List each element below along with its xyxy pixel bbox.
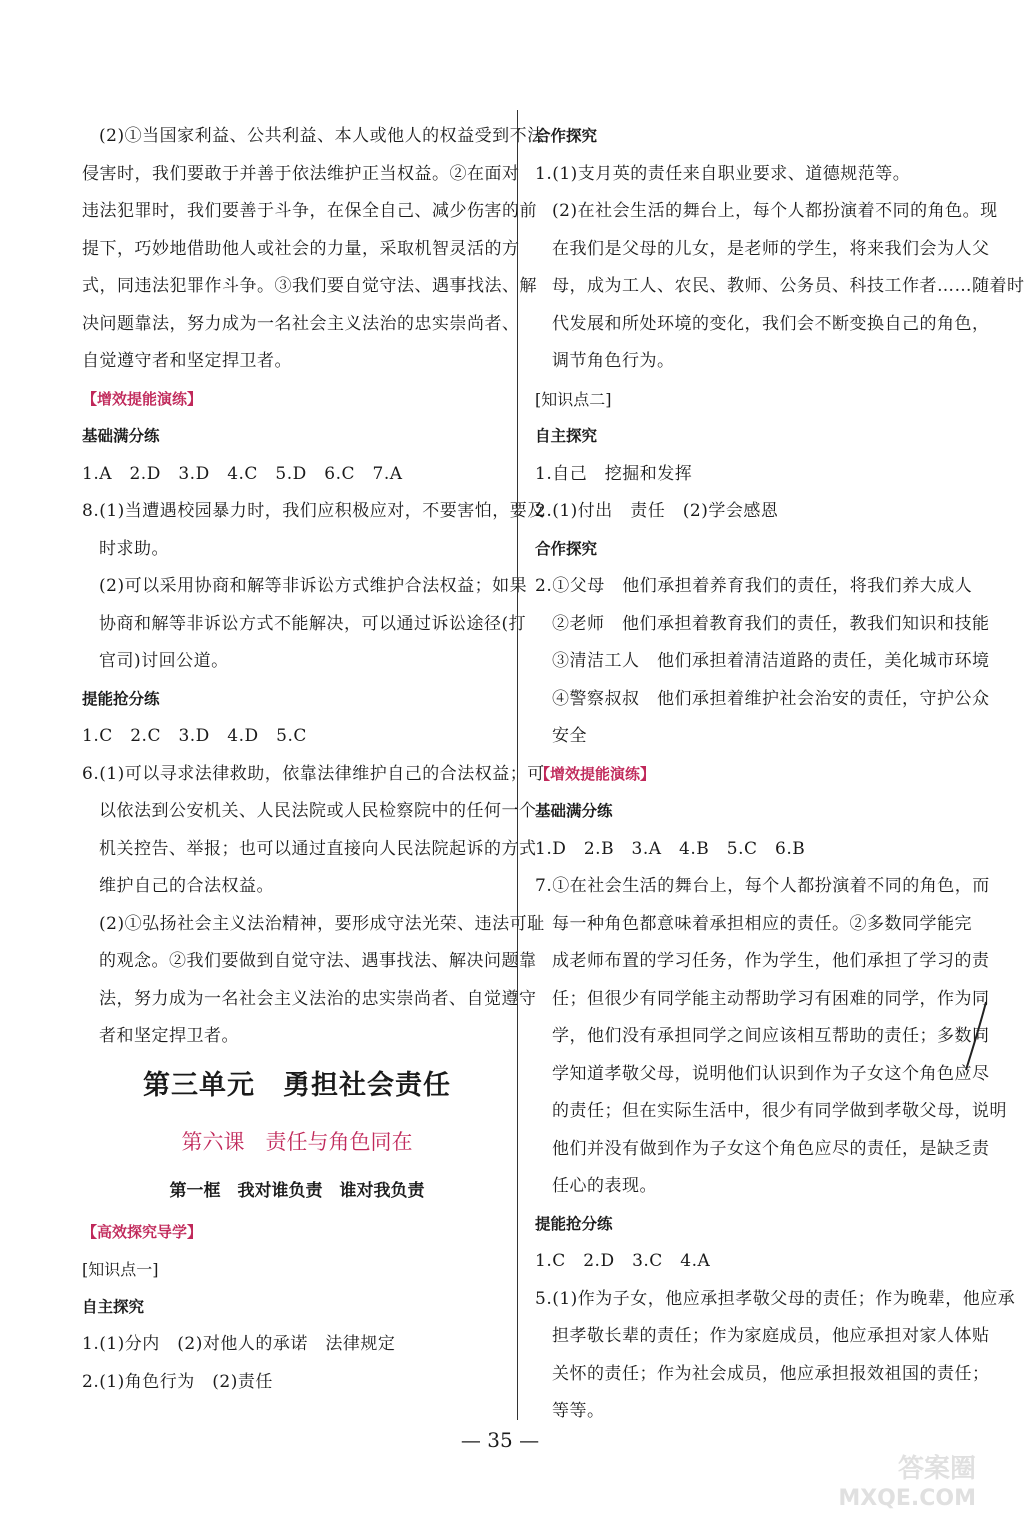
right-hang-line: 他们并没有做到作为子女这个角色应尽的责任，是缺乏责 xyxy=(552,1138,990,1159)
left-frame-line: 第一框 我对谁负责 谁对我负责 xyxy=(169,1180,425,1201)
right-plain-line: 7.①在社会生活的舞台上，每个人都扮演着不同的角色，而 xyxy=(535,876,990,896)
left-plain-line: 1.A 2.D 3.D 4.C 5.D 6.C 7.A xyxy=(82,463,403,484)
left-sec-line: 基础满分练 xyxy=(82,427,160,445)
right-hang-line: 调节角色行为。 xyxy=(552,351,675,371)
left-tag-line: 【高效探究导学】 xyxy=(82,1222,203,1241)
right-plain-line: 2.(1)付出 责任 (2)学会感恩 xyxy=(535,501,779,521)
right-plain-line: 1.D 2.B 3.A 4.B 5.C 6.B xyxy=(535,838,806,859)
right-hang-line: 代发展和所处环境的变化，我们会不断变换自己的角色， xyxy=(552,313,990,334)
left-tag-line: 【增效提能演练】 xyxy=(82,389,203,408)
left-plain-line: 8.(1)当遭遇校园暴力时，我们应积极应对，不要害怕，要及 xyxy=(82,501,545,521)
left-hang-line: 协商和解等非诉讼方式不能解决，可以通过诉讼途径(打 xyxy=(99,613,527,634)
right-hang-line: 母，成为工人、农民、教师、公务员、科技工作者……随着时 xyxy=(552,276,1025,296)
left-plain-line: 自觉遵守者和坚定捍卫者。 xyxy=(82,351,292,371)
right-hang-line: ②老师 他们承担着教育我们的责任，教我们知识和技能 xyxy=(552,613,990,634)
right-plain-line: 1.(1)支月英的责任来自职业要求、道德规范等。 xyxy=(535,163,911,184)
left-hang-line: 机关控告、举报；也可以通过直接向人民法院起诉的方式 xyxy=(99,838,537,859)
right-plain-line: 5.(1)作为子女，他应承担孝敬父母的责任；作为晚辈，他应承 xyxy=(535,1288,1016,1309)
left-plain-line: 2.(1)角色行为 (2)责任 xyxy=(82,1371,273,1392)
left-plain-line: 决问题靠法，努力成为一名社会主义法治的忠实崇尚者、 xyxy=(82,313,520,334)
right-hang-line: 任；但很少有同学能主动帮助学习有困难的同学，作为同 xyxy=(552,988,990,1009)
right-hang-line: 成老师布置的学习任务，作为学生，他们承担了学习的责 xyxy=(552,951,990,971)
right-plain-line: 2.①父母 他们承担着养育我们的责任，将我们养大成人 xyxy=(535,576,973,596)
right-kp-line: [知识点二] xyxy=(535,389,612,409)
column-divider xyxy=(517,110,518,1420)
watermark-title: 答案圈 xyxy=(897,1454,976,1484)
right-hang-line: ④警察叔叔 他们承担着维护社会治安的责任，守护公众 xyxy=(552,688,990,709)
left-plain-line: 侵害时，我们要敢于并善于依法维护正当权益。②在面对 xyxy=(82,163,520,184)
left-ind-line: (2)①当国家利益、公共利益、本人或他人的权益受到不法 xyxy=(99,126,545,146)
right-hang-line: 任心的表现。 xyxy=(552,1176,657,1196)
left-sec-line: 自主探究 xyxy=(82,1297,145,1316)
right-sec-line: 自主探究 xyxy=(535,427,598,445)
watermark-logo xyxy=(736,1454,976,1518)
left-plain-line: 1.C 2.C 3.D 4.D 5.C xyxy=(82,726,307,746)
right-hang-line: 安全 xyxy=(552,726,587,746)
left-lesson-line: 第六课 责任与角色同在 xyxy=(181,1129,413,1154)
left-plain-line: 式，同违法犯罪作斗争。③我们要自觉守法、遇事找法、解 xyxy=(82,276,537,296)
right-sec-line: 提能抢分练 xyxy=(535,1214,613,1233)
right-plain-line: 1.自己 挖掘和发挥 xyxy=(535,463,693,484)
left-hang-line: 者和坚定捍卫者。 xyxy=(99,1026,239,1046)
right-hang-line: 关怀的责任；作为社会成员，他应承担报效祖国的责任； xyxy=(552,1363,990,1384)
watermark-url: MXQE.COM xyxy=(838,1486,976,1511)
left-ind-line: (2)可以采用协商和解等非诉讼方式维护合法权益；如果 xyxy=(99,576,528,596)
right-tag-line: 【增效提能演练】 xyxy=(535,764,656,783)
left-plain-line: 违法犯罪时，我们要善于斗争，在保全自己、减少伤害的前 xyxy=(82,201,537,221)
left-hang-line: 时求助。 xyxy=(99,538,169,559)
right-sec-line: 基础满分练 xyxy=(535,802,613,820)
right-column xyxy=(535,118,1025,1431)
right-hang-line: 学，他们没有承担同学之间应该相互帮助的责任；多数同 xyxy=(552,1026,990,1046)
left-hang-line: 官司)讨回公道。 xyxy=(99,651,229,671)
right-hang-line: ③清洁工人 他们承担着清洁道路的责任，美化城市环境 xyxy=(552,651,990,671)
right-hang-line: 的责任；但在实际生活中，很少有同学做到孝敬父母，说明 xyxy=(552,1101,1007,1121)
right-ind-line: (2)在社会生活的舞台上，每个人都扮演着不同的角色。现 xyxy=(552,201,998,221)
left-unit-line: 第三单元 勇担社会责任 xyxy=(143,1069,451,1101)
left-sec-line: 提能抢分练 xyxy=(82,689,160,708)
left-kp-line: [知识点一] xyxy=(82,1260,159,1279)
right-hang-line: 在我们是父母的儿女，是老师的学生，将来我们会为人父 xyxy=(552,238,990,259)
left-hang-line: 以依法到公安机关、人民法院或人民检察院中的任何一个 xyxy=(99,801,537,821)
left-plain-line: 1.(1)分内 (2)对他人的承诺 法律规定 xyxy=(82,1334,396,1354)
left-column xyxy=(82,118,545,1401)
left-hang-line: 的观念。②我们要做到自觉守法、遇事找法、解决问题靠 xyxy=(99,951,537,971)
right-sec-line: 合作探究 xyxy=(535,539,598,558)
right-hang-line: 每一种角色都意味着承担相应的责任。②多数同学能完 xyxy=(552,913,972,934)
right-hang-line: 学知道孝敬父母，说明他们认识到作为子女这个角色应尽 xyxy=(552,1063,990,1084)
left-ind-line: (2)①弘扬社会主义法治精神，要形成守法光荣、违法可耻 xyxy=(99,913,545,934)
left-hang-line: 法，努力成为一名社会主义法治的忠实崇尚者、自觉遵守 xyxy=(99,988,537,1009)
pen-mark-icon xyxy=(962,998,992,1078)
page-number: — 35 — xyxy=(460,1428,540,1452)
right-hang-line: 等等。 xyxy=(552,1401,605,1421)
left-hang-line: 维护自己的合法权益。 xyxy=(99,876,274,896)
left-plain-line: 6.(1)可以寻求法律救助，依靠法律维护自己的合法权益；可 xyxy=(82,763,545,784)
right-sec-line: 合作探究 xyxy=(535,127,598,145)
right-plain-line: 1.C 2.D 3.C 4.A xyxy=(535,1251,711,1271)
right-hang-line: 担孝敬长辈的责任；作为家庭成员，他应承担对家人体贴 xyxy=(552,1326,990,1346)
left-plain-line: 提下，巧妙地借助他人或社会的力量，采取机智灵活的方 xyxy=(82,238,520,259)
